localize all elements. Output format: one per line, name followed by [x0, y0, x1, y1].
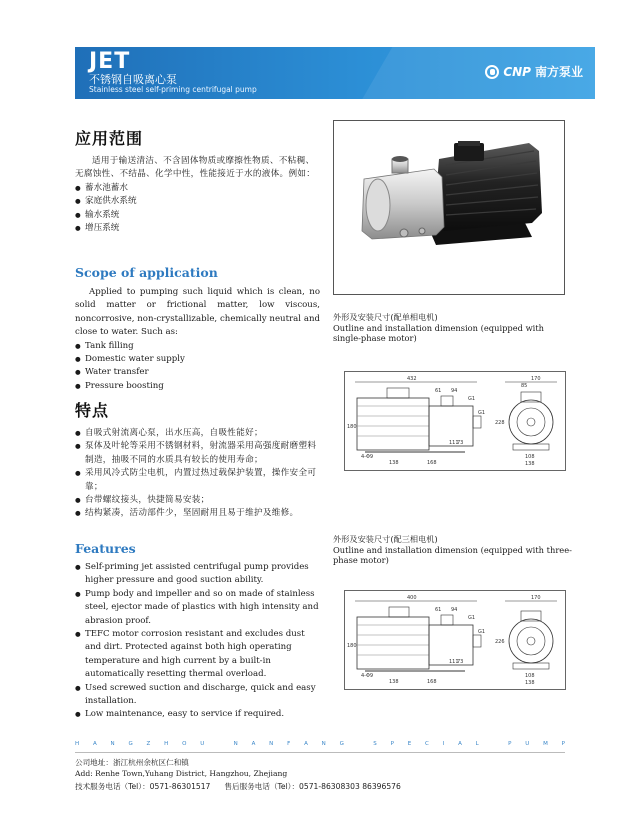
features-en-section — [75, 541, 320, 722]
dim-label: 400 — [407, 595, 417, 601]
tagline-letter: A — [304, 741, 308, 747]
dim-label: 108 — [525, 673, 535, 679]
title-banner — [75, 47, 595, 99]
product-subtitle-en: Stainless steel self-priming centrifugal pump — [89, 85, 257, 94]
tagline-letter: Z — [146, 741, 151, 747]
dim-three-title — [333, 534, 573, 566]
dim-label: 432 — [407, 376, 417, 382]
dim-label: 138 — [525, 461, 535, 467]
list-item: ● Used screwed suction and discharge, quick and easy installation. — [75, 682, 320, 709]
features-en-list — [75, 561, 320, 722]
dim-label: 111 — [449, 440, 459, 446]
dim-single-title-cn: 外形及安装尺寸(配单相电机) — [333, 312, 438, 322]
dim-label: 73 — [457, 659, 464, 665]
tagline-letter: P — [508, 741, 512, 747]
dim-label: 61 — [435, 607, 442, 613]
list-item: ● 增压系统 — [75, 222, 320, 235]
dim-three-drawing — [344, 590, 566, 690]
dim-label: 94 — [451, 388, 458, 394]
tagline-letter: I — [442, 741, 445, 747]
scope-cn-list — [75, 182, 320, 236]
list-item: ● 蓄水池蓄水 — [75, 182, 320, 195]
dim-label: 226 — [495, 639, 505, 645]
tagline-letter: H — [164, 741, 169, 747]
tagline-letter: A — [458, 741, 462, 747]
dim-label: 180 — [347, 643, 357, 649]
tagline-letter: E — [407, 741, 412, 747]
tagline-letter: N — [233, 741, 238, 747]
tagline-letter: L — [475, 741, 479, 747]
dim-label: 138 — [389, 679, 399, 685]
list-item: ● Water transfer — [75, 366, 320, 379]
pump-illustration — [334, 121, 564, 294]
dim-label: 61 — [435, 388, 442, 394]
features-cn-heading: 特点 — [75, 401, 110, 420]
dim-label: 4-Φ9 — [361, 454, 374, 460]
tagline-letter: N — [321, 741, 326, 747]
list-item: ● 家庭供水系统 — [75, 195, 320, 208]
list-item: ● 结构紧凑，活动部件少，坚固耐用且易于维护及维修。 — [75, 507, 320, 520]
tagline-letter: U — [200, 741, 205, 747]
dim-label: 108 — [525, 454, 535, 460]
features-cn-section — [75, 398, 320, 521]
dim-label: 111 — [449, 659, 459, 665]
dim-three-svg — [345, 591, 565, 689]
dim-label: 4-Φ9 — [361, 673, 374, 679]
dim-label: G1 — [468, 396, 476, 402]
tagline-letter — [218, 741, 220, 747]
list-item: ● TEFC motor corrosion resistant and excludes dust and dirt. Protected against both high operating temperature and high current by a built-in automatically resetting thermal overload. — [75, 628, 320, 682]
page-header — [0, 0, 638, 108]
dim-single-svg — [345, 372, 565, 470]
dim-label: G1 — [478, 629, 486, 635]
scope-en-text: Applied to pumping such liquid which is clean, no solid matter or frictional matter, low viscous, noncorrosive, non-crystallizable, chemically neutral and close to water. Such as: — [75, 287, 320, 338]
list-item: ● 采用风冷式防尘电机，内置过热过载保护装置，操作安全可靠； — [75, 467, 320, 494]
cnp-logo-icon — [485, 65, 499, 79]
dim-label: G1 — [478, 410, 486, 416]
dim-three-title-en: Outline and installation dimension (equipped with three-phase motor) — [333, 544, 572, 565]
dim-single-title-en: Outline and installation dimension (equipped with single-phase motor) — [333, 322, 545, 343]
tagline-letter: P — [561, 741, 565, 747]
list-item: ● 自吸式射流离心泵，出水压高，自吸性能好； — [75, 427, 320, 440]
dim-single-drawing — [344, 371, 566, 471]
address-en: Add: Renhe Town,Yuhang District, Hangzhou, Zhejiang — [75, 769, 288, 778]
list-item: ● Domestic water supply — [75, 353, 320, 366]
dim-label: 85 — [521, 383, 528, 389]
scope-cn-section — [75, 126, 320, 235]
brand-logo — [485, 63, 583, 80]
tech-service-phone: 技术服务电话（Tel）：0571-86301517 — [75, 782, 211, 791]
list-item: ● Pressure boosting — [75, 380, 320, 393]
features-en-heading: Features — [75, 541, 136, 556]
scope-en-heading: Scope of application — [75, 265, 218, 280]
tagline-letter: C — [425, 741, 429, 747]
brand-name-cn: 南方泵业 — [534, 65, 583, 79]
footer-tagline — [75, 741, 565, 747]
tagline-letter: N — [110, 741, 115, 747]
tagline-letter: A — [92, 741, 97, 747]
tagline-letter — [493, 741, 495, 747]
dim-label: 170 — [531, 595, 541, 601]
scope-cn-text: 适用于输送清洁、不含固体物质或摩擦性物质、不粘稠、无腐蚀性、不结晶、化学中性，性能接近于水的液体。例如： — [75, 156, 316, 180]
footer-divider — [75, 752, 565, 753]
list-item: ● Self-priming jet assisted centrifugal pump provides higher pressure and good suction ability. — [75, 561, 320, 588]
list-item: ● 泵体及叶轮等采用不锈钢材料，射流器采用高强度耐磨塑料制造，抽吸不同的水质具有较长的使用寿命； — [75, 440, 320, 467]
tagline-letter: G — [128, 741, 133, 747]
features-cn-list — [75, 427, 320, 521]
tagline-letter: A — [251, 741, 256, 747]
tagline-letter: P — [390, 741, 394, 747]
dim-label: 73 — [457, 440, 464, 446]
dim-three-title-cn: 外形及安装尺寸(配三相电机) — [333, 534, 438, 544]
dim-label: 138 — [525, 680, 535, 686]
dim-single-title — [333, 312, 573, 344]
tagline-letter: M — [543, 741, 548, 747]
brand-name: CNP — [503, 64, 531, 79]
after-sales-phone: 售后服务电话（Tel）：0571-86308303 86396576 — [224, 782, 401, 791]
list-item: ● Pump body and impeller and so on made of stainless steel, ejector made of plastics with high intensity and abrasion proof. — [75, 588, 320, 628]
scope-en-section — [75, 265, 320, 393]
product-subtitle-cn: 不锈钢自吸离心泵 — [89, 73, 177, 86]
tagline-letter: G — [339, 741, 344, 747]
tagline-letter: O — [182, 741, 187, 747]
pump-photo — [333, 120, 565, 295]
phone-line — [75, 781, 401, 792]
list-item: ● Tank filling — [75, 340, 320, 353]
dim-label: 168 — [427, 679, 437, 685]
tagline-letter — [358, 741, 360, 747]
dim-label: 94 — [451, 607, 458, 613]
dim-label: 228 — [495, 420, 505, 426]
tagline-letter: U — [525, 741, 530, 747]
tagline-letter: S — [373, 741, 377, 747]
list-item: ● Low maintenance, easy to service if required. — [75, 708, 320, 721]
dim-label: G1 — [468, 615, 476, 621]
dim-label: 180 — [347, 424, 357, 430]
list-item: ● 台带螺纹接头，快捷简易安装； — [75, 494, 320, 507]
address-cn: 公司地址：浙江杭州余杭区仁和镇 — [75, 758, 189, 767]
scope-en-list — [75, 340, 320, 394]
product-title: JET — [89, 49, 131, 74]
list-item: ● 输水系统 — [75, 209, 320, 222]
dim-label: 170 — [531, 376, 541, 382]
dim-label: 138 — [389, 460, 399, 466]
dim-label: 168 — [427, 460, 437, 466]
tagline-letter: H — [75, 741, 80, 747]
tagline-letter: N — [269, 741, 274, 747]
tagline-letter: F — [287, 741, 291, 747]
scope-cn-heading: 应用范围 — [75, 129, 144, 148]
